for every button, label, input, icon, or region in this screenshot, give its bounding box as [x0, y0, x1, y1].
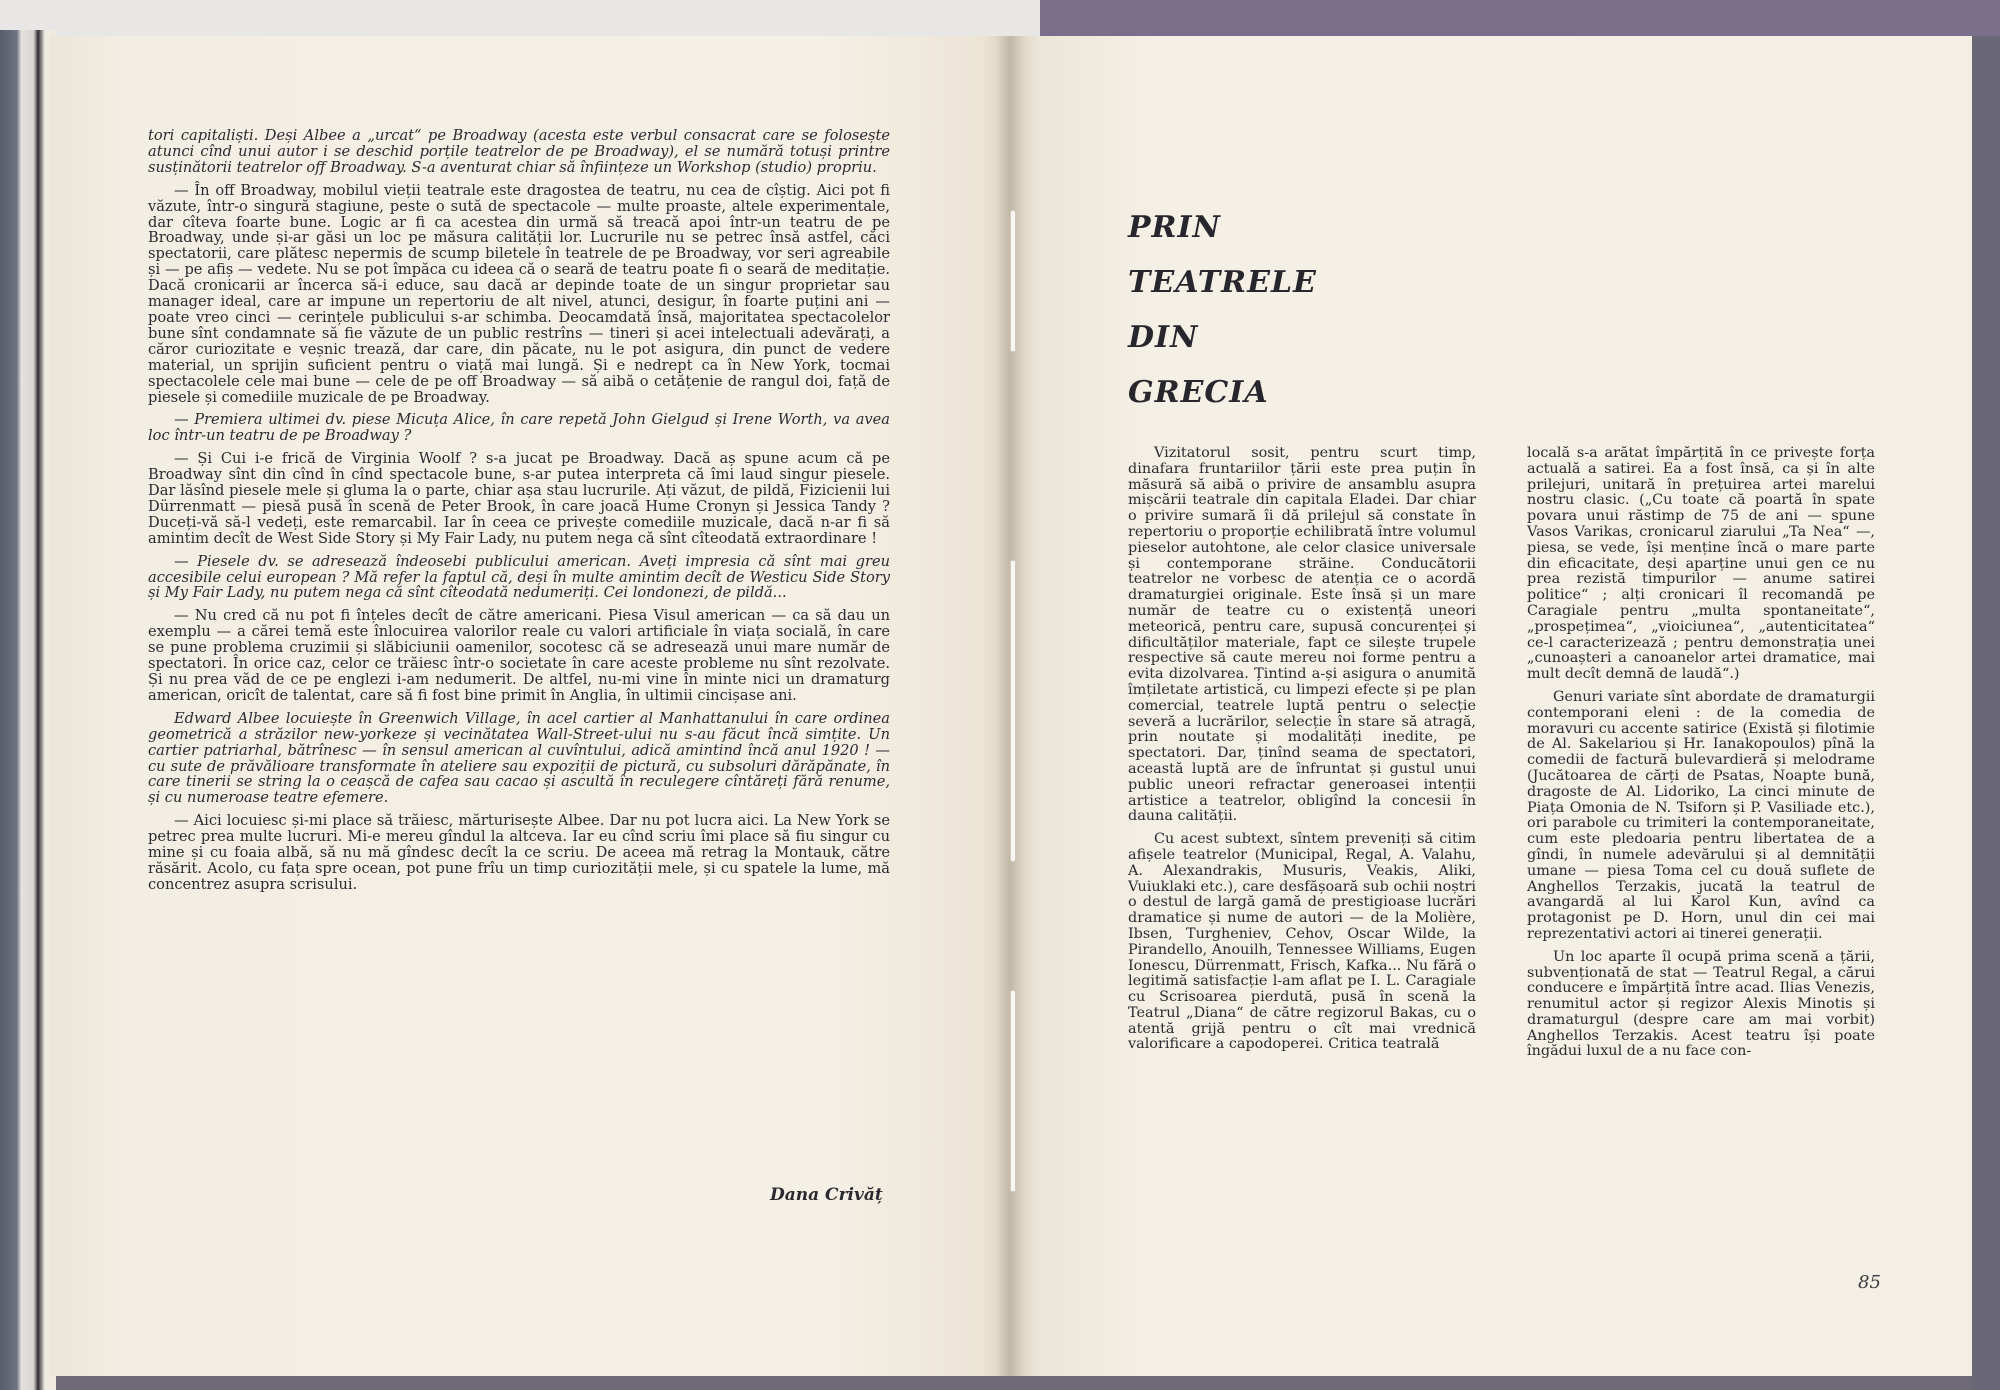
- paragraph: — În off Broadway, mobilul vieții teatrale este dragostea de teatru, nu cea de cîștig. Aici pot fi văzute, într-o singură stagiune, peste o sută de spectacole — multe proaste, altele experimentale, dar cîteva foarte bune. Logic ar fi ca acestea din urmă să treacă apoi într-un teatru de pe Broadway, unde și-ar găsi un loc pe măsura calității lor. Lucrurile nu se petrec însă astfel, căci spectatorii, care plătesc nepermis de scump biletele în teatrele de pe Broadway, vor seri agreabile și — pe afiș — vedete. Nu se pot împăca cu ideea că o seară de teatru poate fi o seară de meditație. Dacă cronicarii ar încerca să-i educe, sau dacă ar depinde toate de un singur proprietar sau manager ideal, care ar impune un repertoriu de alt nivel, atunci, desigur, în foarte puțini ani — poate vreo cinci — cerințele publicului s-ar schimba. Deocamdată însă, majoritatea spectacolelor bune sînt condamnate să fie văzute de un public restrîns — tineri și acei intelectuali adevărați, a căror curiozitate e veșnic trează, dar care, din păcate, nu le pot asigura, din punct de vedere material, un sprijin suficient pentru o viață mai lungă. Și e nedrept ca în New York, tocmai spectacolele cele mai bune — cele de pe off Broadway — să aibă o cetățenie de rangul doi, față de piesele și comediile muzicale de pe Broadway.: [148, 181, 890, 406]
- title-line: TEATRELE: [1128, 265, 1317, 300]
- binding-stitch: [1010, 560, 1016, 862]
- paragraph: — Aici locuiesc și-mi place să trăiesc, mărturisește Albee. Dar nu pot lucra aici. La New York se petrec prea multe lucruri. Mi-e mereu gîndul la altceva. Iar eu cînd scriu îmi place să fiu singur cu mine și cu foaia albă, să nu mă gîndesc decît la ce scriu. De aceea mă retrag la Montauk, către răsărit. Acolo, cu fața spre ocean, pot pune frîu un timp curiozității mele, și cu spatele la lume, mă concentrez asupra scrisului.: [148, 812, 890, 893]
- paragraph: Un loc aparte îl ocupă prima scenă a țării, subvenționată de stat — Teatrul Regal, a cărui conducere e împărțită între acad. Ilias Venezis, renumitul actor și regizor Alexis Minotis și dramaturgul (despre care am mai vorbit) Anghellos Terzakis. Acest teatru își poate îngădui luxul de a nu face con-: [1527, 948, 1875, 1060]
- paragraph: Vizitatorul sosit, pentru scurt timp, dinafara fruntariilor țării este prea puțin în măsură să aibă o privire de ansamblu asupra mișcării teatrale din capitala Eladei. Dar chiar o privire sumară îi dă prilejul să constate în repertoriu o proporție echilibrată între volumul pieselor autohtone, ale celor clasice universale și contemporane străine. Conducătorii teatrelor ne vorbesc de atenția ce o acordă dramaturgiei originale. Este însă și un mare număr de teatre cu o existență uneori meteorică, pentru care, supusă concurenței și dificultăților materiale, fapt ce silește trupele respective să caute mereu noi forme pentru a evita dizolvarea. Țintind a-și asigura o anumită îmțiletate artistică, cu limpezi efecte și pe plan comercial, teatrele luptă pentru o selecție severă a lucrărilor, selecție în stare să atragă, prin noutate și modalități inedite, pe spectatori. Dar, ținînd seama de spectatori, această luptă are de înfruntat și gustul unui public uneori refractar generoasei intenții artistice a teatrelor, obligînd la concesii în dauna calității.: [1128, 445, 1476, 825]
- paragraph: locală s-a arătat împărțită în ce privește forța actuală a satirei. Ea a fost însă, ca și în alte prilejuri, unitară în prețuirea artei marelui nostru clasic. („Cu toate că poartă în spate povara unui răstimp de 75 de ani — spune Vasos Varikas, cronicarul ziarului „Ta Nea“ —, piesa, se vede, își menține încă o mare parte din eficacitate, deși aparține unui gen ce nu prea rezistă timpurilor — anume satirei politice“ ; alți cronicari îl recomandă pe Caragiale pentru „multa spontaneitate“, „prospețimea“, „vioiciunea“, „autenticitatea“ ce-l caracterizează ; pentru demonstrația unei „cunoașteri a canoanelor artei dramatice, mai mult decît demnă de laudă“.): [1527, 445, 1875, 683]
- binding-stitch: [1010, 990, 1016, 1192]
- book-left-edge: [0, 30, 56, 1390]
- paragraph: — Și Cui i-e frică de Virginia Woolf ? s-a jucat pe Broadway. Dacă aș spune acum că pe Broadway sînt din cînd în cînd spectacole bune, s-ar putea interpreta că îmi laud singur piesele. Dar lăsînd piesele mele și gluma la o parte, chiar așa stau lucrurile. Ați văzut, de pildă, Fizicienii lui Dürrenmatt — piesă pusă în scenă de Peter Brook, în care joacă Hume Cronyn și Jessica Tandy ? Duceți-vă să-l vedeți, este remarcabil. Iar în ceea ce privește comediile muzicale, dacă n-ar fi să amintim decît de West Side Story și My Fair Lady, nu putem nega că sînt cîteodată extraordinare !: [148, 450, 890, 547]
- paragraph: Edward Albee locuiește în Greenwich Village, în acel cartier al Manhattanului în care ordinea geometrică a străzilor new-yorkeze și vecinătatea Wall-Street-ului nu s-au făcut încă simțite. Un cartier patriarhal, bătrînesc — în sensul american al cuvîntului, adică amintind încă anul 1920 ! — cu sute de prăvălioare transformate în ateliere sau expoziții de pictură, cu subsoluri dărăpănate, în care tinerii se string la o ceașcă de cafea sau cacao și ascultă în reculegere cîntăreți fără renume, și cu numeroase teatre efemere.: [148, 709, 890, 807]
- paragraph: — Nu cred că nu pot fi înțeles decît de către americani. Piesa Visul american — ca să dau un exemplu — a cărei temă este înlocuirea valorilor reale cu valori artificiale în viața socială, în care se pune problema cruzimii și slăbiciunii oamenilor, socotesc că se adresează unui mare număr de spectatori. În orice caz, celor ce trăiesc într-o societate în care aceste probleme nu sînt rezolvate. Și nu prea văd de ce pe englezi i-am nedumerit. De altfel, nu-mi vine în minte nici un dramaturg american, oricît de talentat, care să fi fost bine primit în Anglia, în ultimii cincișase ani.: [148, 607, 890, 704]
- page-number: 85: [1858, 1272, 1881, 1293]
- binding-stitch: [1010, 210, 1016, 352]
- left-page-text-column: [148, 128, 890, 900]
- paragraph: Cu acest subtext, sîntem preveniți să citim afișele teatrelor (Municipal, Regal, A. Valahu, A. Alexandrakis, Musuris, Veakis, Aliki, Vuiuklaki etc.), care desfășoară sub ochii noștri o destul de largă gamă de prestigioase lucrări dramatice și nume de autori — de la Molière, Ibsen, Turgheniev, Cehov, Oscar Wilde, la Pirandello, Anouilh, Tennessee Williams, Eugen Ionescu, Dürrenmatt, Frisch, Kafka... Nu fără o legitimă satisfacție l-am aflat pe I. L. Caragiale cu Scrisoarea pierdută, pusă în scenă la Teatrul „Diana“ de către regizorul Bakas, cu o atentă grijă pentru o cît mai vrednică valorificare a capodoperei. Critica teatrală: [1128, 831, 1476, 1053]
- author-signature: Dana Crivăț: [770, 1185, 883, 1205]
- cover-strip: [1040, 0, 2000, 36]
- paragraph: tori capitaliști. Deși Albee a „urcat“ pe Broadway (acesta este verbul consacrat care se folosește atunci cînd unui autor i se deschid porțile teatrelor de pe Broadway), el se numără totuși printre susținătorii teatrelor off Broadway. S-a aventurat chiar să înființeze un Workshop (studio) propriu.: [148, 127, 890, 176]
- title-line: GRECIA: [1128, 375, 1269, 410]
- book-right-edge: [1972, 36, 2000, 1390]
- paragraph: — Premiera ultimei dv. piese Micuța Alice, în care repetă John Gielgud și Irene Worth, va avea loc într-un teatru de pe Broadway ?: [148, 411, 890, 445]
- article-title: [1128, 200, 1317, 420]
- paragraph: Genuri variate sînt abordate de dramaturgii contemporani eleni : de la comedia de moravuri cu accente satirice (Există și filotimie de Al. Sakelariou și Hr. Ianakopoulos) pînă la comedii de factură bulevardieră și melodrame (Jucătoarea de cărți de Psatas, Noapte bună, dragoste de Al. Lidoriko, La cinci minute de Piața Omonia de N. Tsiforn și P. Vasiliade etc.), ori parabole cu trimiteri la contemporaneitate, cum este pledoaria pentru libertatea de a gîndi, în numele adevărului și al demnității umane — piesa Toma cel cu două suflete de Anghellos Terzakis, jucată la teatrul de avangardă al lui Karol Kun, avînd ca protagonist pe D. Horn, unul din cei mai reprezentativi actori ai tinerei generații.: [1527, 688, 1875, 942]
- paragraph: — Piesele dv. se adresează îndeosebi publicului american. Aveți impresia că sînt mai greu accesibile celui european ? Mă refer la faptul că, deși în multe amintim decît de Westicu Side Story și My Fair Lady, nu putem nega că sînt cîteodată nedumeriți. Cei londonezi, de pildă...: [148, 552, 890, 602]
- title-line: PRIN: [1128, 210, 1221, 245]
- right-page-column-1: [1128, 446, 1476, 1060]
- title-line: DIN: [1128, 320, 1199, 355]
- right-page-column-2: [1527, 446, 1875, 1067]
